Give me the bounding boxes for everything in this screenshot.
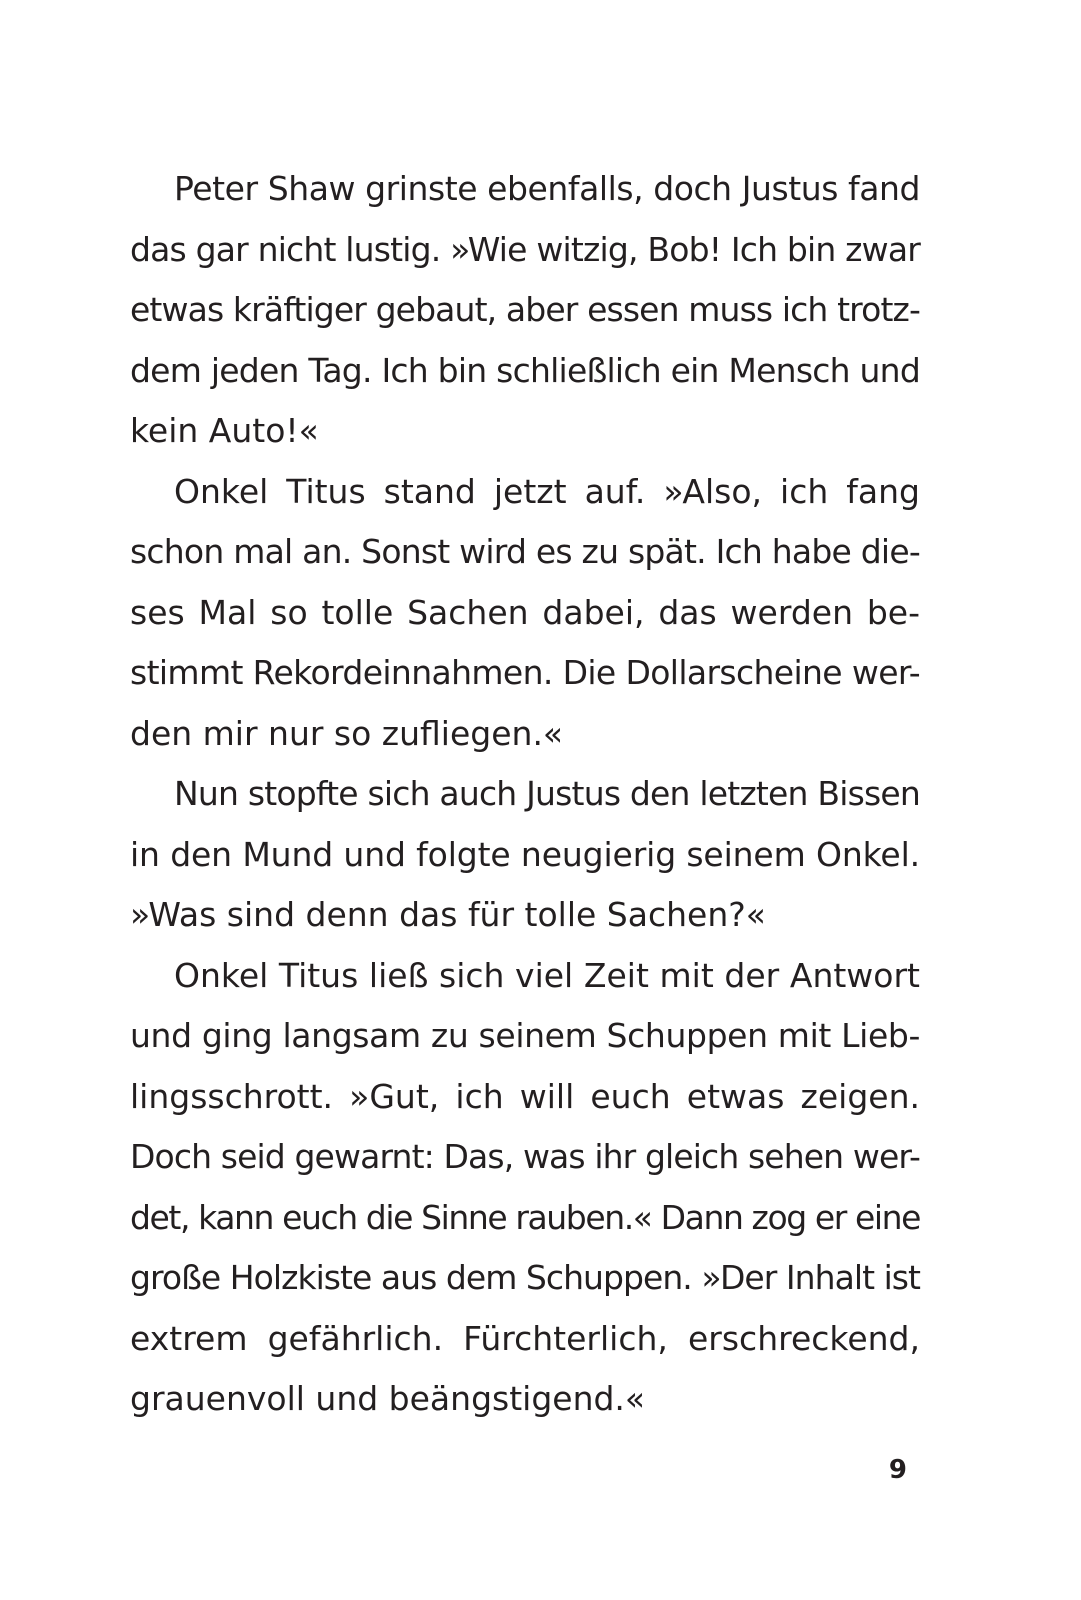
text-line: Peter Shaw grinste ebenfalls, doch Justus fand xyxy=(174,169,920,208)
text-line: »Was sind denn das für tolle Sachen?« xyxy=(130,895,766,934)
text-line: in den Mund und folgte neugierig seinem Onkel. xyxy=(130,834,920,874)
text-line: kein Auto!« xyxy=(130,411,319,450)
text-line: große Holzkiste aus dem Schuppen. »Der Inhalt ist xyxy=(130,1258,920,1297)
text-line: den mir nur so zufliegen.« xyxy=(130,713,564,753)
text-line: Doch seid gewarnt: Das, was ihr gleich sehen wer- xyxy=(130,1137,920,1176)
text-line: etwas kräftiger gebaut, aber essen muss ich trotz- xyxy=(130,290,921,329)
text-line: det, kann euch die Sinne rauben.« Dann zog er eine xyxy=(130,1197,920,1237)
text-line: stimmt Rekordeinnahmen. Die Dollarscheine wer- xyxy=(130,653,921,692)
text-line: und ging langsam zu seinem Schuppen mit Lieb- xyxy=(130,1016,921,1055)
text-line: Onkel Titus ließ sich viel Zeit mit der Antwort xyxy=(174,955,920,995)
text-line: lingsschrott. »Gut, ich will euch etwas zeigen. xyxy=(130,1076,920,1116)
text-line: schon mal an. Sonst wird es zu spät. Ich habe die- xyxy=(130,532,920,571)
text-line: ses Mal so tolle Sachen dabei, das werden be- xyxy=(130,592,920,632)
text-line: dem jeden Tag. Ich bin schließlich ein Mensch und xyxy=(130,350,921,390)
text-line: Onkel Titus stand jetzt auf. »Also, ich fang xyxy=(174,471,920,511)
text-line: grauenvoll und beängstigend.« xyxy=(130,1379,646,1418)
page-number: 9 xyxy=(888,1455,907,1485)
text-line: Nun stopfte sich auch Justus den letzten Bissen xyxy=(174,774,921,813)
body-text xyxy=(130,159,920,1430)
text-line: extrem gefährlich. Fürchterlich, erschreckend, xyxy=(130,1318,920,1358)
text-line: das gar nicht lustig. »Wie witzig, Bob! Ich bin zwar xyxy=(130,229,921,269)
